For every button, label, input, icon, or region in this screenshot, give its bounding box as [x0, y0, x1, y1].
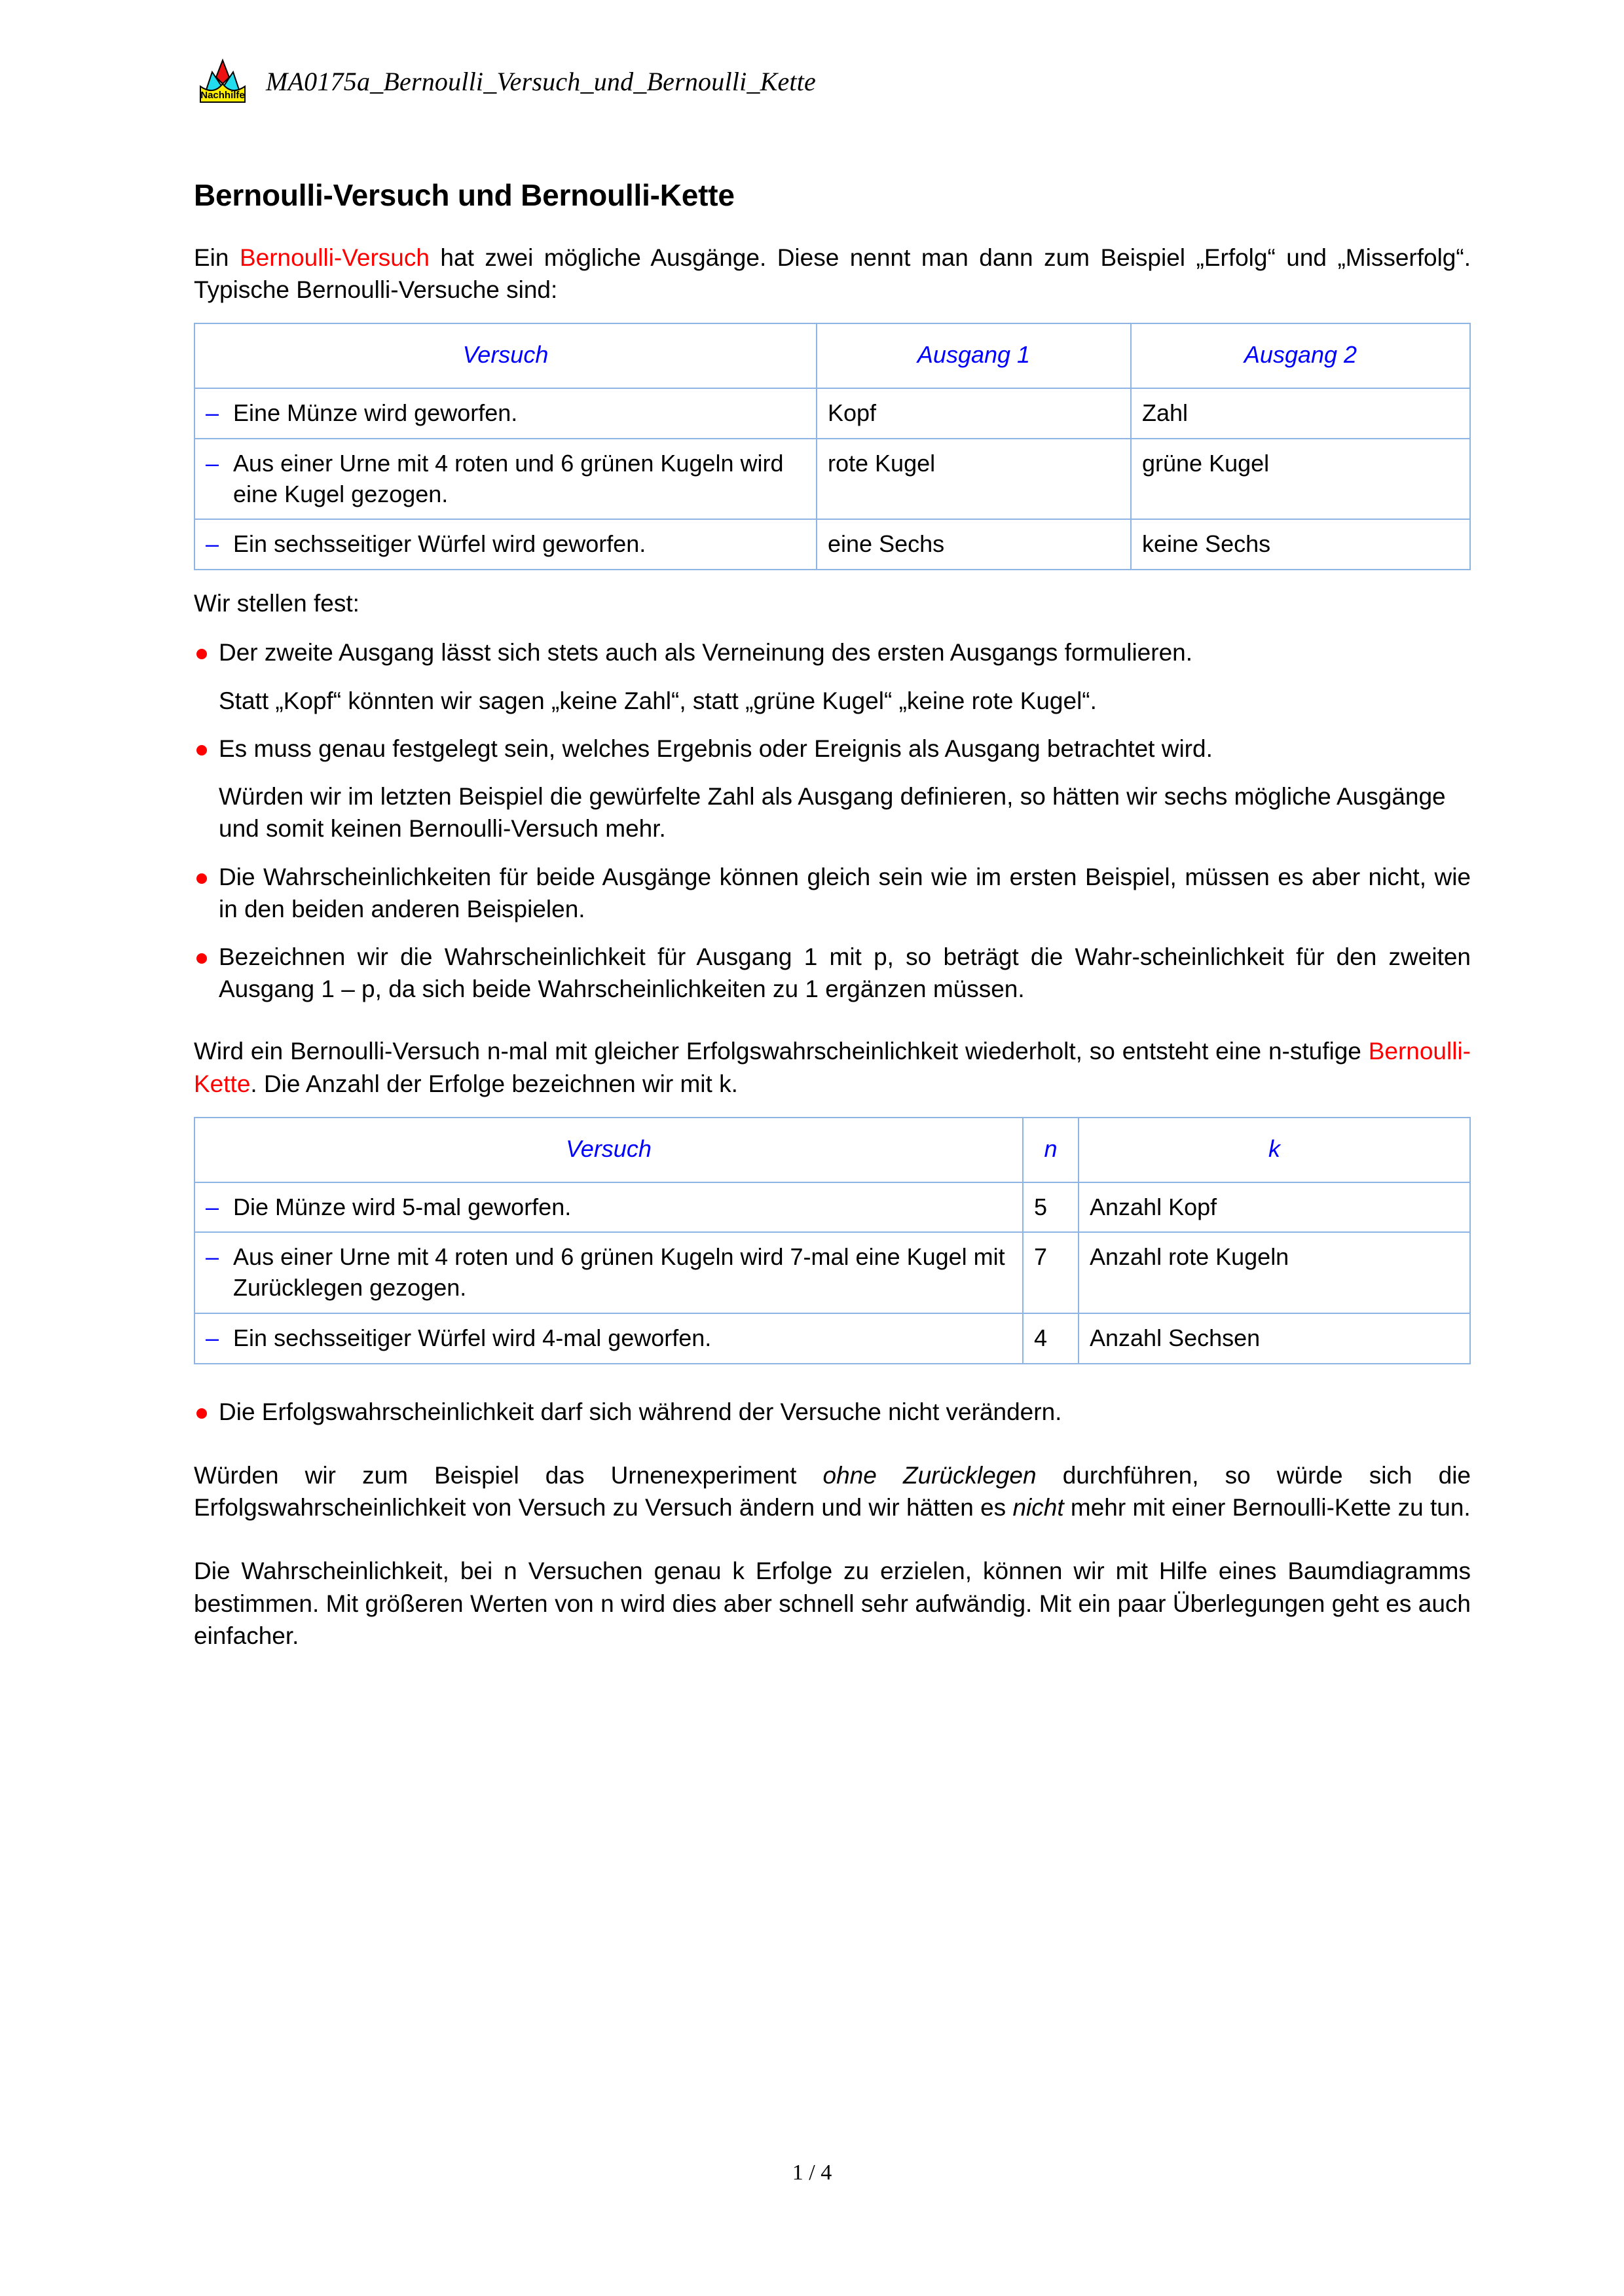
table2-versuch-text: Die Münze wird 5-mal geworfen. — [233, 1193, 572, 1220]
table2-versuch-text: Aus einer Urne mit 4 roten und 6 grünen Kugeln wird 7-mal eine Kugel mit Zurücklegen gezogen. — [233, 1243, 1005, 1302]
bernoulli-kette-intro-paragraph — [194, 1035, 1471, 1099]
table2-cell-versuch — [194, 1182, 1023, 1233]
spacer — [194, 1540, 1471, 1555]
nachhilfe-logo-icon — [194, 58, 251, 105]
table-row — [194, 1232, 1470, 1313]
table2-cell-k: Anzahl Sechsen — [1079, 1313, 1470, 1364]
header-document-code: MA0175a_Bernoulli_Versuch_und_Bernoulli_Kette — [266, 66, 816, 96]
table1-header-ausgang2: Ausgang 2 — [1131, 323, 1470, 388]
closing-italic-ohne-zuruecklegen: ohne Zurücklegen — [822, 1461, 1037, 1489]
spacer — [194, 1381, 1471, 1396]
table1-cell-ausgang1: rote Kugel — [817, 439, 1131, 520]
table2-versuch-text: Ein sechsseitiger Würfel wird 4-mal geworfen. — [233, 1324, 712, 1351]
list-item — [194, 733, 1471, 845]
table2-cell-versuch — [194, 1313, 1023, 1364]
observation-main-text: Bezeichnen wir die Wahrscheinlichkeit für Ausgang 1 mit p, so beträgt die Wahr-scheinlichkeit für den zweiten Ausgang 1 – p, da sich beide Wahrscheinlichkeiten zu 1 ergänzen müssen. — [219, 943, 1471, 1003]
closing-text-c: mehr mit einer Bernoulli-Kette zu tun. — [1063, 1494, 1471, 1522]
spacer — [194, 1021, 1471, 1035]
table2-cell-k: Anzahl rote Kugeln — [1079, 1232, 1470, 1313]
bernoulli-versuch-table — [194, 323, 1471, 570]
closing-text-a: Würden wir zum Beispiel das Urnenexperiment — [194, 1461, 823, 1489]
dash-bullet: – — [206, 530, 219, 558]
logo-label: Nachhilfe — [200, 90, 245, 101]
table-row — [194, 388, 1470, 439]
table1-cell-ausgang1: eine Sechs — [817, 519, 1131, 570]
list-item — [194, 861, 1471, 925]
table1-versuch-text: Aus einer Urne mit 4 roten und 6 grünen Kugeln wird eine Kugel gezogen. — [233, 449, 784, 507]
closing-italic-nicht: nicht — [1012, 1494, 1064, 1522]
spacer — [194, 1445, 1471, 1459]
table1-cell-ausgang1: Kopf — [817, 388, 1131, 439]
intro-paragraph — [194, 242, 1471, 306]
table2-cell-k: Anzahl Kopf — [1079, 1182, 1470, 1233]
table2-header-k: k — [1079, 1118, 1470, 1182]
page-title: Bernoulli-Versuch und Bernoulli-Kette — [194, 178, 735, 212]
table1-versuch-text: Ein sechsseitiger Würfel wird geworfen. — [233, 530, 646, 558]
closing-paragraph-1 — [194, 1459, 1471, 1523]
list-item — [194, 636, 1471, 716]
observation-main-text: Der zweite Ausgang lässt sich stets auch als Verneinung des ersten Ausgangs formulieren. — [219, 639, 1193, 666]
observation-note-text: Statt „Kopf“ könnten wir sagen „keine Zahl“, statt „grüne Kugel“ „keine rote Kugel“. — [219, 687, 1097, 714]
table1-cell-versuch — [194, 519, 817, 570]
dash-bullet: – — [206, 1324, 219, 1351]
intro-text-before: Ein — [194, 244, 240, 271]
page-header — [194, 58, 816, 105]
table1-cell-versuch — [194, 439, 817, 520]
table2-cell-versuch — [194, 1232, 1023, 1313]
kette-highlight-bernoulli-kette: Bernoulli-Kette — [194, 1038, 1471, 1097]
observations-list — [194, 636, 1471, 1005]
observation-main-text: Es muss genau festgelegt sein, welches Ergebnis oder Ereignis als Ausgang betrachtet wird. — [219, 735, 1213, 762]
dash-bullet: – — [206, 399, 219, 427]
table-row — [194, 519, 1470, 570]
closing-paragraph-2: Die Wahrscheinlichkeit, bei n Versuchen genau k Erfolge zu erzielen, können wir mit Hilfe eines Baumdiagramms bestimmen. Mit größeren Werten von n wird dies aber schnell sehr aufwändig. Mit ein paar Überlegungen geht es auch einfacher. — [194, 1558, 1471, 1649]
page-number: 1 / 4 — [792, 2160, 832, 2185]
kette-text-after: . Die Anzahl der Erfolge bezeichnen wir mit k. — [250, 1070, 738, 1097]
intro-highlight-bernoulli-versuch: Bernoulli-Versuch — [239, 244, 430, 271]
table2-cell-n: 4 — [1023, 1313, 1079, 1364]
dash-bullet: – — [206, 449, 219, 477]
table1-cell-ausgang2: Zahl — [1131, 388, 1470, 439]
intro-text-after: hat zwei mögliche Ausgänge. Diese nennt man dann zum Beispiel „Erfolg“ und „Misserfolg“. Typische Bernoulli-Versuche sind: — [194, 244, 1471, 304]
table1-cell-ausgang2: keine Sechs — [1131, 519, 1470, 570]
observation-main-text: Die Wahrscheinlichkeiten für beide Ausgänge können gleich sein wie im ersten Beispiel, müssen es aber nicht, wie in den beiden anderen Beispielen. — [219, 863, 1471, 922]
table2-cell-n: 7 — [1023, 1232, 1079, 1313]
observation-note-text: Würden wir im letzten Beispiel die gewürfelte Zahl als Ausgang definieren, so hätten wir sechs mögliche Ausgänge und somit keinen Bernoulli-Versuch mehr. — [219, 783, 1446, 843]
table-header-row — [194, 1118, 1470, 1182]
document-content — [194, 178, 1471, 1669]
table1-cell-versuch — [194, 388, 817, 439]
table1-header-ausgang1: Ausgang 1 — [817, 323, 1131, 388]
dash-bullet: – — [206, 1243, 219, 1271]
table2-header-n: n — [1023, 1118, 1079, 1182]
kette-text-before: Wird ein Bernoulli-Versuch n-mal mit gleicher Erfolgswahrscheinlichkeit wiederholt, so entsteht eine n-stufige — [194, 1038, 1369, 1065]
page-footer — [0, 2160, 1624, 2185]
table-row — [194, 439, 1470, 520]
table1-cell-ausgang2: grüne Kugel — [1131, 439, 1470, 520]
observations-lead: Wir stellen fest: — [194, 590, 360, 617]
table-row — [194, 1182, 1470, 1233]
list-item — [194, 941, 1471, 1005]
closing-text-b: durchführen, so würde sich die Erfolgswahrscheinlichkeit von Versuch zu Versuch ändern und wir hätten es — [194, 1461, 1471, 1522]
table-header-row — [194, 323, 1470, 388]
closing-bullet-item: Die Erfolgswahrscheinlichkeit darf sich während der Versuche nicht verändern. — [194, 1396, 1471, 1428]
bernoulli-kette-table — [194, 1117, 1471, 1364]
dash-bullet: – — [206, 1193, 219, 1220]
table1-versuch-text: Eine Münze wird geworfen. — [233, 399, 518, 427]
table2-cell-n: 5 — [1023, 1182, 1079, 1233]
table1-header-versuch: Versuch — [194, 323, 817, 388]
table-row — [194, 1313, 1470, 1364]
table2-header-versuch: Versuch — [194, 1118, 1023, 1182]
